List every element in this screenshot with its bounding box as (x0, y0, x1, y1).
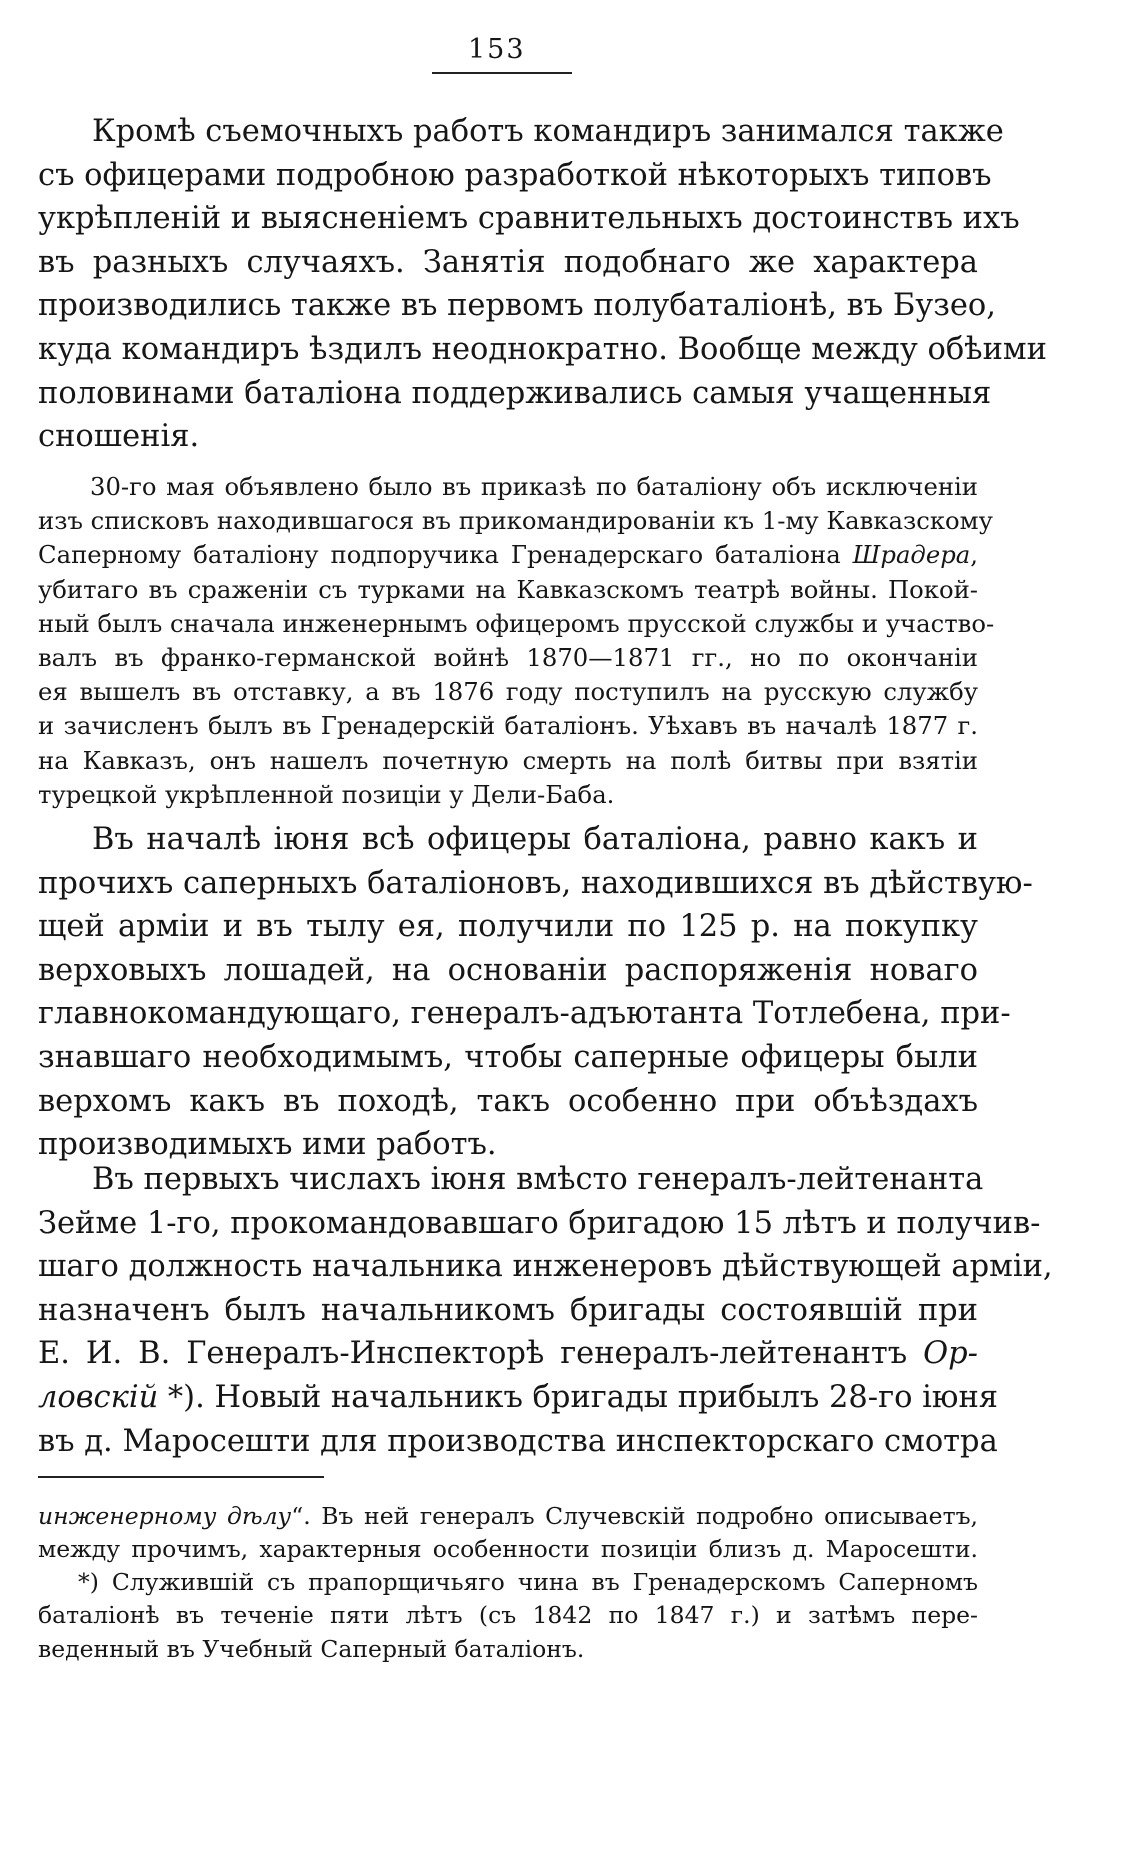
text-line: верховыхъ лошадей, на основаніи распоряженія новаго (38, 952, 978, 988)
text-line: ный былъ сначала инженернымъ офицеромъ прусской службы и участво- (38, 608, 995, 638)
text-line: Зейме 1-го, прокомандовавшаго бригадою 15 лѣтъ и получив- (38, 1205, 1041, 1241)
text-line: Въ началѣ іюня всѣ офицеры баталіона, равно какъ и (92, 822, 978, 857)
text-line: веденный въ Учебный Саперный баталіонъ. (38, 1634, 585, 1663)
text-line (38, 538, 978, 572)
text-line: производились также въ первомъ полубаталіонѣ, въ Бузео, (38, 288, 996, 324)
text-line: изъ списковъ находившагося въ прикомандированіи къ 1-му Кавказскому (38, 506, 993, 536)
page-number: 153 (468, 34, 526, 65)
paragraph-1 (38, 110, 1047, 459)
footnote-rule (38, 1476, 324, 1478)
person-name-orlovsky-part2: ловскій (38, 1379, 159, 1415)
text-line: щей арміи и въ тылу ея, получили по 125 р. на покупку (38, 909, 978, 945)
text-line: Кромѣ съемочныхъ работъ командиръ занимался также (92, 114, 1004, 149)
text-run: *). Новый начальникъ бригады прибылъ 28-го іюня (158, 1379, 999, 1415)
text-line: сношенія. (38, 419, 200, 455)
paragraph-4 (38, 1158, 1053, 1463)
text-line: верхомъ какъ въ походѣ, такъ особенно при объѣздахъ (38, 1083, 978, 1119)
text-line: укрѣпленій и выясненіемъ сравнительныхъ достоинствъ ихъ (38, 201, 1020, 237)
text-run: “. Въ ней генералъ Случевскій подробно описываетъ, (291, 1502, 978, 1530)
text-run: Саперному баталіону подпоручика Гренадерскаго баталіона (38, 540, 853, 570)
text-line: 30-го мая объявлено было въ приказѣ по баталіону объ исключеніи (90, 472, 978, 501)
text-line (38, 1332, 978, 1376)
text-line: знавшаго необходимымъ, чтобы саперные офицеры были (38, 1039, 978, 1075)
person-name-shrader: Шрадера (852, 540, 971, 570)
person-name-orlovsky-part1: Ор- (923, 1336, 978, 1372)
text-line: половинами баталіона поддерживались самыя учащенныя (38, 375, 992, 411)
text-line: съ офицерами подробною разработкой нѣкоторыхъ типовъ (38, 157, 992, 193)
footnote-asterisk (38, 1566, 978, 1666)
italic-phrase: инженерному дѣлу (38, 1502, 292, 1530)
text-line: баталіонѣ въ теченіе пяти лѣтъ (съ 1842 по 1847 г.) и затѣмъ пере- (38, 1601, 978, 1630)
text-line: ея вышелъ въ отставку, а въ 1876 году поступилъ на русскую службу (38, 677, 978, 707)
text-line: шаго должность начальника инженеровъ дѣйствующей арміи, (38, 1249, 1053, 1285)
paragraph-3 (38, 818, 1033, 1167)
text-line: *) Служившій съ прапорщичьяго чина въ Гренадерскомъ Саперномъ (78, 1568, 978, 1596)
text-line: назначенъ былъ начальникомъ бригады состоявшій при (38, 1292, 978, 1328)
text-run: , (970, 540, 978, 570)
text-line: въ разныхъ случаяхъ. Занятія подобнаго же характера (38, 244, 978, 280)
footnote-continuation (38, 1500, 978, 1567)
text-line (38, 1500, 978, 1533)
text-line: главнокомандующаго, генералъ-адъютанта Тотлебена, при- (38, 996, 1011, 1032)
text-line: убитаго въ сраженіи съ турками на Кавказскомъ театрѣ войны. Покой- (38, 574, 978, 604)
text-line: Въ первыхъ числахъ іюня вмѣсто генералъ-лейтенанта (92, 1162, 984, 1197)
text-run: Е. И. В. Генералъ-Инспекторѣ генералъ-лейтенантъ (38, 1336, 924, 1372)
text-line (38, 1376, 999, 1420)
text-line: куда командиръ ѣздилъ неоднократно. Вообще между обѣими (38, 331, 1047, 367)
text-line: въ д. Маросешти для производства инспекторскаго смотра (38, 1423, 998, 1459)
text-line: турецкой укрѣпленной позиціи у Дели-Баба. (38, 779, 615, 809)
text-line: на Кавказъ, онъ нашелъ почетную смерть на полѣ битвы при взятіи (38, 745, 978, 775)
header-rule (432, 72, 572, 74)
paragraph-2-small-print (38, 470, 995, 812)
text-line: валъ въ франко-германской войнѣ 1870—1871 гг., но по окончаніи (38, 643, 978, 673)
text-line: прочихъ саперныхъ баталіоновъ, находившихся въ дѣйствую- (38, 865, 1033, 901)
text-line: между прочимъ, характерныя особенности позиціи близъ д. Маросешти. (38, 1535, 978, 1564)
text-line: производимыхъ ими работъ. (38, 1127, 497, 1163)
text-line: и зачисленъ былъ въ Гренадерскій баталіонъ. Уѣхавъ въ началѣ 1877 г. (38, 711, 978, 741)
